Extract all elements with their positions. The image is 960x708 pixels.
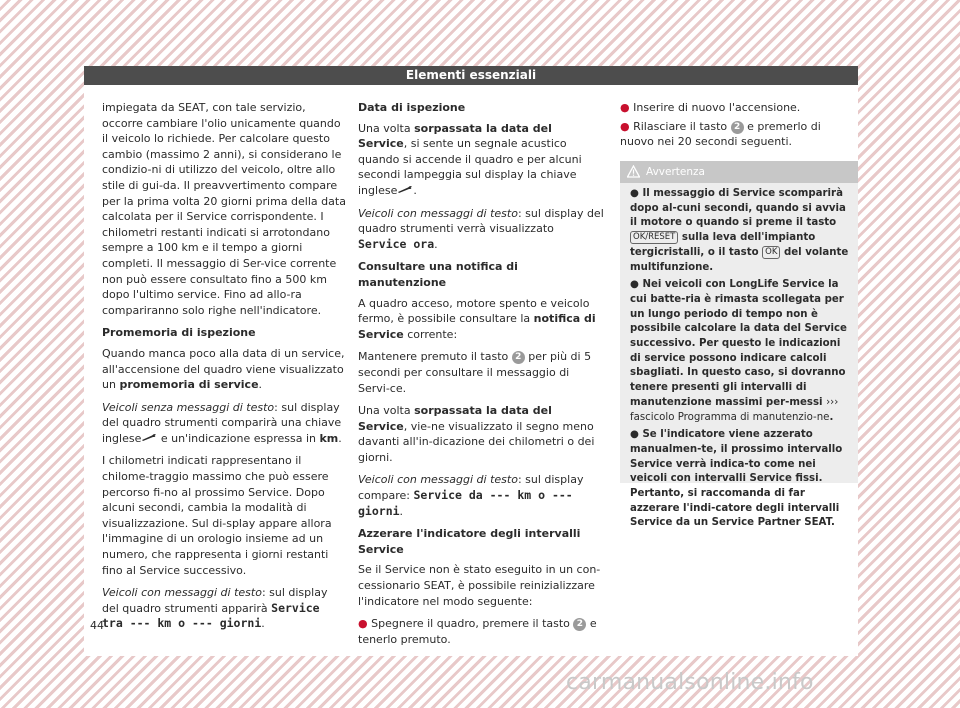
heading-data-ispezione: Data di ispezione [358,101,466,114]
section-header: Elementi essenziali [84,66,858,85]
paragraph: Quando manca poco alla data di un service, all'accensione del quadro viene visualizzato un promemoria di service. [102,346,345,392]
warning-triangle-icon [627,165,640,178]
wrench-icon [141,433,157,441]
bullet-icon: ● [630,279,639,291]
paragraph: Veicoli con messaggi di testo: sul display del quadro strumenti verrà visualizzato Service ora. [358,206,604,251]
heading-consultare: Consultare una notifica di manutenzione [358,260,518,289]
bullet-icon: ● [630,429,639,441]
bullet-icon: ● [620,101,630,114]
button-number-badge: 2 [573,618,586,631]
warning-header [620,161,858,183]
paragraph: A quadro acceso, motore spento e veicolo fermo, è possibile consultare la notifica di Service corrente: [358,296,596,341]
column-right [620,100,858,157]
page-number: 44 [90,619,104,632]
paragraph: Se il Service non è stato eseguito in un con-cessionario SEAT, è possibile reinizializzare l'indicatore nel modo seguente: [358,563,601,608]
warning-box [620,161,858,529]
warning-item: ● Nei veicoli con LongLife Service la cui batte-ria è rimasta scollegata per un lungo periodo di tempo non è possibile calcolare la data del Service successivo. Per questo le indicazioni di service possono indicare calcoli sbagliati. In questo caso, si dovranno tenere presenti gli intervalli di manutenzione massimi per-messi ››› fascicolo Programma di manutenzio-ne. [630,279,847,423]
paragraph: impiegata da SEAT, con tale servizio, occorre cambiare l'olio unicamente quando il veicolo lo richiede. Per calcolare questo cambio (massimo 2 anni), si considerano le condizio-ni di utilizzo del veicolo, oltre allo stile di gui-da. Il preavvertimento compare per la prima volta 20 giorni prima della data calcolata per il Service corrispondente. I chilometri restanti indicati si arrotondano sempre a 100 km e il tempo a giorni completi. Il messaggio di Ser-vice corrente non può essere consultato fino a 500 km dopo l'ultimo service. Fino ad allo-ra compariranno solo righe nell'indicatore. [102,101,346,317]
watermark: carmanualsonline.info [566,670,814,695]
ok-key: OK [762,246,780,259]
bullet-item: ● Inserire di nuovo l'accensione. [620,101,801,114]
paragraph: Una volta sorpassata la data del Service, si sente un segnale acustico quando si accende il quadro e per alcuni secondi lampeggia sul display la chiave inglese . [358,121,582,197]
paragraph: Veicoli con messaggi di testo: sul display del quadro strumenti apparirà Service tra --- km o --- giorni. [102,586,328,631]
button-number-badge: 2 [731,121,744,134]
paragraph: Veicoli con messaggi di testo: sul display compare: Service da --- km o --- giorni. [358,473,584,518]
warning-item: ● Il messaggio di Service scomparirà dopo al-cuni secondi, quando si avvia il motore o quando si preme il tasto OK/RESET sulla leva dell'impianto tergicristalli, o il tasto OK del volante multifunzione. [630,188,849,273]
bullet-icon: ● [630,188,639,199]
bullet-item: ● Rilasciare il tasto 2 e premerlo di nuovo nei 20 secondi seguenti. [620,119,821,149]
bullet-icon: ● [358,617,368,631]
wrench-icon [397,185,413,193]
paragraph: Veicoli senza messaggi di testo: sul display del quadro strumenti comparirà una chiave inglese e un'indicazione espressa in km. [102,400,342,445]
warning-body [620,183,858,531]
heading-azzerare: Azzerare l'indicatore degli intervalli Service [358,527,581,556]
paragraph: Una volta sorpassata la data del Service, vie-ne visualizzato il segno meno davanti all'in-dicazione dei chilometri o dei giorni. [358,404,595,464]
warning-title: Avvertenza [646,166,705,178]
bullet-icon: ● [620,119,630,133]
heading-promemoria: Promemoria di ispezione [102,326,256,340]
column-middle [358,100,604,654]
button-number-badge: 2 [512,351,525,364]
column-left [102,100,346,639]
paragraph: I chilometri indicati rappresentano il chilome-traggio massimo che può essere percorso fi-no al prossimo Service. Dopo alcuni secondi, cambia la modalità di visualizzazione. Sul di-splay appare allora l'immagine di un orologio insieme ad un numero, che rappresenta i giorni restanti fino al Service successivo. [102,454,332,577]
warning-item: ● Se l'indicatore viene azzerato manualmen-te, il prossimo intervallo Service verrà indica-to come nei veicoli con intervalli Service fissi. Pertanto, si raccomanda di far azzerare l'indi-catore degli intervalli Service da un Service Partner SEAT. [630,429,843,529]
bullet-item: ● Spegnere il quadro, premere il tasto 2 e tenerlo premuto. [358,617,597,646]
paragraph: Mantenere premuto il tasto 2 per più di 5 secondi per consultare il messaggio di Servi-ce. [358,350,592,395]
ok-reset-key: OK/RESET [630,231,678,244]
cross-reference-link[interactable]: ››› fascicolo Programma di manutenzio-ne [630,396,839,423]
